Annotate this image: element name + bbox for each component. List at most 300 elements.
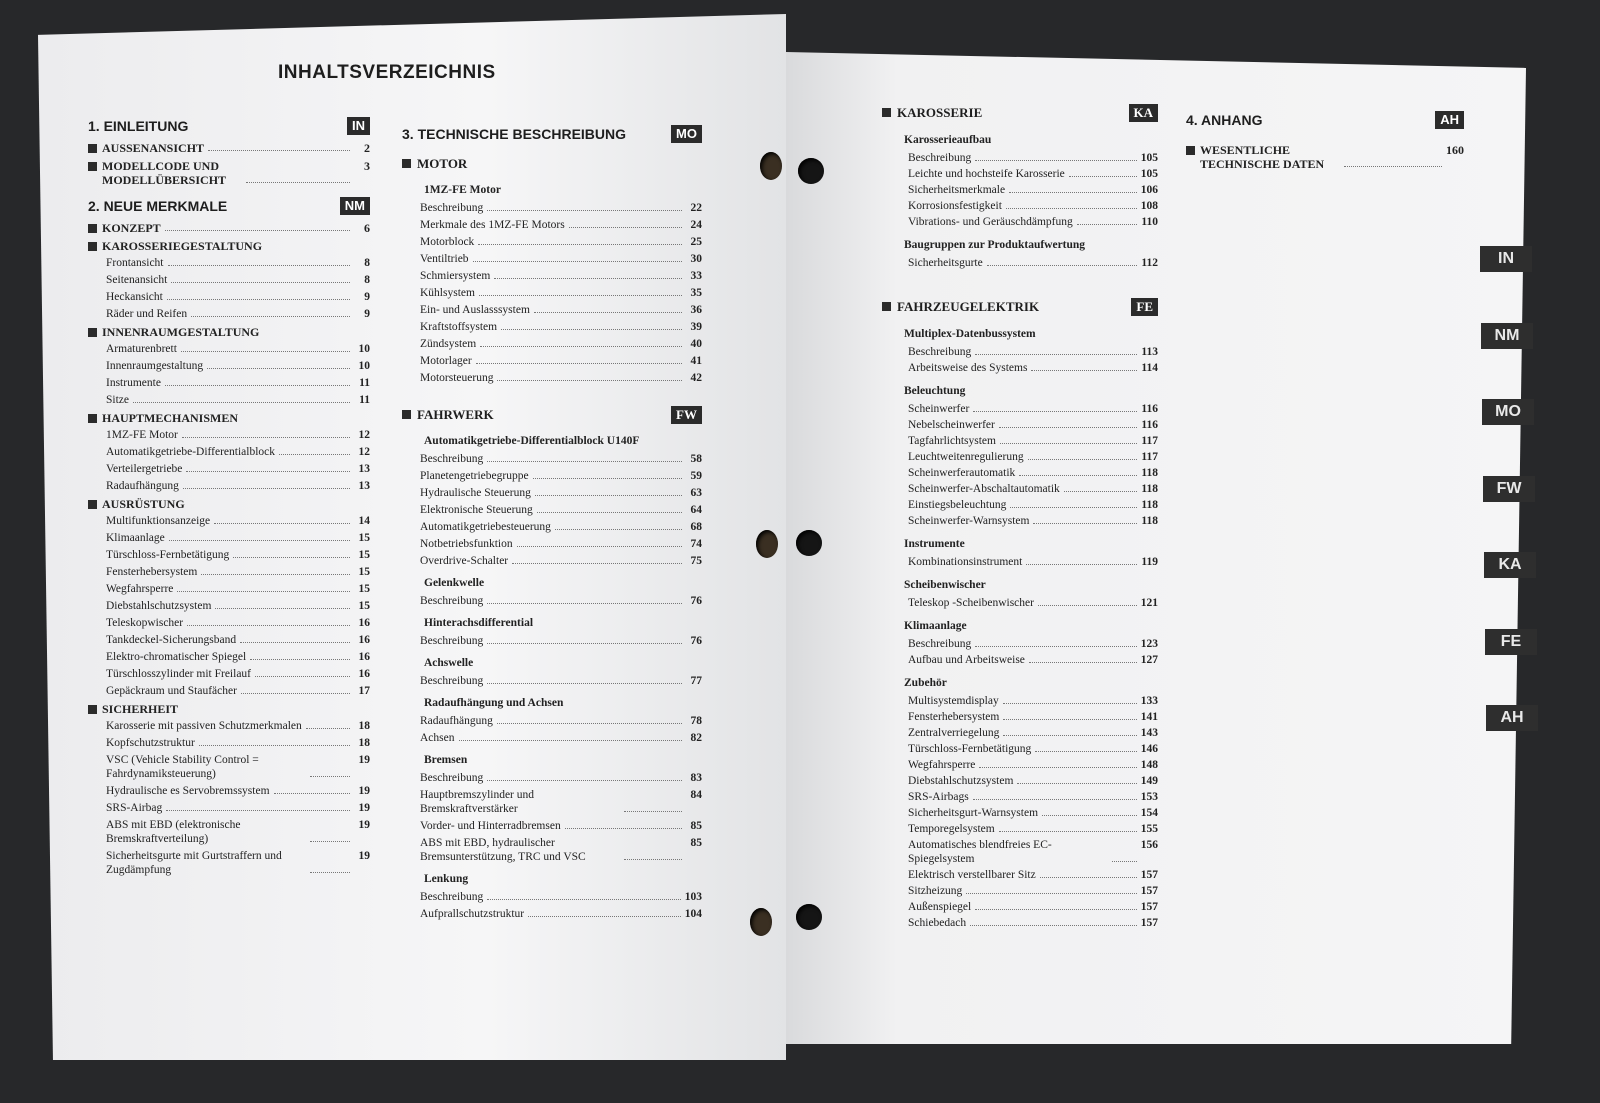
entry-label: Motorsteuerung bbox=[420, 372, 494, 384]
toc-entry[interactable] bbox=[106, 599, 370, 613]
leader-dots bbox=[214, 514, 350, 524]
toc-entry[interactable] bbox=[908, 884, 1158, 898]
page-number: 117 bbox=[1141, 451, 1158, 463]
page-number: 12 bbox=[358, 429, 370, 441]
leader-dots bbox=[1009, 183, 1137, 193]
toc-entry[interactable] bbox=[420, 320, 702, 334]
leader-dots bbox=[478, 235, 682, 245]
group-heading: Automatikgetriebe-Differentialblock U140F bbox=[424, 435, 640, 447]
spacer bbox=[882, 280, 1158, 288]
toc-entry[interactable] bbox=[420, 731, 702, 745]
square-bullet-icon bbox=[1186, 146, 1195, 155]
toc-entry[interactable] bbox=[908, 774, 1158, 788]
leader-dots bbox=[165, 376, 350, 386]
toc-entry[interactable] bbox=[908, 637, 1158, 651]
section-tag: FW bbox=[671, 406, 702, 424]
side-tab-fe[interactable]: FE bbox=[1485, 629, 1537, 655]
page-number: 117 bbox=[1141, 435, 1158, 447]
leader-dots bbox=[487, 890, 681, 900]
page-number: 35 bbox=[690, 287, 702, 299]
toc-entry[interactable] bbox=[420, 486, 702, 500]
toc-entry[interactable] bbox=[106, 393, 370, 407]
leader-dots bbox=[528, 907, 681, 917]
entry-label: Heckansicht bbox=[106, 291, 163, 303]
leader-dots bbox=[1019, 466, 1137, 476]
leader-dots bbox=[1003, 694, 1137, 704]
spacer bbox=[882, 272, 1158, 280]
page-number: 64 bbox=[690, 504, 702, 516]
side-tab-nm[interactable]: NM bbox=[1481, 323, 1533, 349]
page-number: 133 bbox=[1140, 695, 1158, 707]
toc-entry[interactable] bbox=[908, 868, 1158, 882]
leader-dots bbox=[497, 371, 682, 381]
leader-dots bbox=[1112, 838, 1137, 862]
page-number: 15 bbox=[358, 600, 370, 612]
entry-label: Sicherheitsgurte mit Gurtstraffern und Zugdämpfung bbox=[106, 850, 282, 876]
entry-label: Nebelscheinwerfer bbox=[908, 419, 995, 431]
toc-entry[interactable] bbox=[420, 890, 702, 904]
page-number: 15 bbox=[358, 549, 370, 561]
page-number: 59 bbox=[690, 470, 702, 482]
toc-entry[interactable] bbox=[106, 565, 370, 579]
leader-dots bbox=[167, 290, 350, 300]
toc-entry[interactable] bbox=[420, 771, 702, 785]
toc-entry[interactable] bbox=[908, 555, 1158, 569]
toc-entry[interactable] bbox=[106, 633, 370, 647]
page-number: 16 bbox=[358, 634, 370, 646]
toc-column-4 bbox=[1186, 109, 1464, 171]
leader-dots bbox=[535, 486, 682, 496]
square-bullet-icon bbox=[882, 302, 891, 311]
leader-dots bbox=[569, 218, 682, 228]
page-number: 18 bbox=[358, 737, 370, 749]
page-number: 156 bbox=[1140, 839, 1158, 851]
toc-entry[interactable] bbox=[106, 428, 370, 442]
leader-dots bbox=[1006, 199, 1137, 209]
group-heading: Gelenkwelle bbox=[424, 577, 485, 589]
toc-entry[interactable] bbox=[420, 452, 702, 466]
toc-entry[interactable] bbox=[908, 402, 1158, 416]
spacer bbox=[1186, 131, 1464, 139]
square-bullet-icon bbox=[402, 410, 411, 419]
toc-entry[interactable] bbox=[908, 345, 1158, 359]
leader-dots bbox=[246, 159, 350, 183]
page-number: 114 bbox=[1141, 362, 1158, 374]
entry-label: Instrumente bbox=[106, 377, 161, 389]
toc-entry[interactable] bbox=[908, 498, 1158, 512]
toc-entry[interactable] bbox=[908, 653, 1158, 667]
toc-entry[interactable] bbox=[106, 462, 370, 476]
toc-entry[interactable] bbox=[908, 183, 1158, 197]
side-tab-mo[interactable]: MO bbox=[1482, 399, 1534, 425]
page-number: 11 bbox=[359, 377, 370, 389]
side-tab-ah[interactable]: AH bbox=[1486, 705, 1538, 731]
spacer bbox=[88, 187, 370, 195]
entry-label: Beschreibung bbox=[420, 891, 484, 903]
leader-dots bbox=[537, 503, 682, 513]
page-number: 33 bbox=[690, 270, 702, 282]
entry-label: Kombinationsinstrument bbox=[908, 556, 1023, 568]
entry-label: Sicherheitsgurt-Warnsystem bbox=[908, 807, 1039, 819]
entry-label: Hauptbremszylinder und Bremskraftverstärker bbox=[420, 789, 535, 815]
page-number: 75 bbox=[690, 555, 702, 567]
toc-entry[interactable] bbox=[420, 269, 702, 283]
page-number: 118 bbox=[1141, 467, 1158, 479]
square-bullet-icon bbox=[88, 705, 97, 714]
side-tab-fw[interactable]: FW bbox=[1483, 476, 1535, 502]
toc-entry[interactable] bbox=[106, 753, 370, 781]
toc-entry[interactable] bbox=[908, 710, 1158, 724]
toc-column-1 bbox=[88, 115, 370, 880]
toc-entry[interactable] bbox=[420, 286, 702, 300]
toc-entry[interactable] bbox=[106, 684, 370, 698]
toc-entry[interactable] bbox=[106, 667, 370, 681]
toc-entry[interactable] bbox=[908, 482, 1158, 496]
entry-label: Radaufhängung bbox=[420, 715, 493, 727]
toc-entry[interactable] bbox=[106, 514, 370, 528]
group-heading: Bremsen bbox=[424, 754, 468, 766]
page-number: 40 bbox=[690, 338, 702, 350]
entry-label: Armaturenbrett bbox=[106, 343, 177, 355]
toc-entry[interactable] bbox=[420, 836, 702, 864]
chapter-heading bbox=[88, 195, 370, 217]
toc-entry[interactable] bbox=[908, 199, 1158, 213]
toc-entry[interactable] bbox=[420, 503, 702, 517]
square-bullet-icon bbox=[88, 328, 97, 337]
leader-dots bbox=[199, 736, 350, 746]
leader-dots bbox=[250, 650, 350, 660]
group-heading: Beleuchtung bbox=[904, 385, 966, 397]
group-heading: Hinterachsdifferential bbox=[424, 617, 534, 629]
chapter-tag: AH bbox=[1435, 111, 1464, 129]
entry-label: Beschreibung bbox=[908, 346, 972, 358]
entry-label: Hydraulische es Servobremssystem bbox=[106, 785, 270, 797]
entry-label: Motorlager bbox=[420, 355, 472, 367]
page-number: 16 bbox=[358, 668, 370, 680]
leader-dots bbox=[476, 354, 682, 364]
toc-entry[interactable] bbox=[908, 418, 1158, 432]
entry-label: Zündsystem bbox=[420, 338, 477, 350]
spacer bbox=[402, 388, 702, 396]
section-row[interactable] bbox=[88, 411, 370, 425]
page-number: 13 bbox=[358, 463, 370, 475]
spacer bbox=[882, 288, 1158, 296]
leader-dots bbox=[999, 822, 1137, 832]
toc-entry[interactable] bbox=[908, 151, 1158, 165]
entry-label: Ventiltrieb bbox=[420, 253, 469, 265]
entry-label: Planetengetriebegruppe bbox=[420, 470, 529, 482]
toc-entry[interactable] bbox=[420, 303, 702, 317]
section-label: MOTOR bbox=[417, 156, 468, 171]
leader-dots bbox=[487, 201, 682, 211]
page-number: 118 bbox=[1141, 483, 1158, 495]
entry-label: Beschreibung bbox=[420, 635, 484, 647]
toc-entry[interactable] bbox=[908, 514, 1158, 528]
section-row[interactable] bbox=[88, 239, 370, 253]
toc-entry[interactable] bbox=[106, 359, 370, 373]
section-row[interactable] bbox=[88, 159, 370, 187]
leader-dots bbox=[1003, 726, 1136, 736]
leader-dots bbox=[310, 753, 350, 777]
toc-entry[interactable] bbox=[908, 742, 1158, 756]
leader-dots bbox=[970, 916, 1137, 926]
chapter-tag: IN bbox=[347, 117, 370, 135]
toc-entry[interactable] bbox=[106, 256, 370, 270]
toc-entry[interactable] bbox=[420, 634, 702, 648]
page-number: 118 bbox=[1141, 515, 1158, 527]
toc-entry[interactable] bbox=[908, 790, 1158, 804]
entry-label: Beschreibung bbox=[420, 202, 484, 214]
entry-label: Tagfahrlichtsystem bbox=[908, 435, 996, 447]
page-number: 39 bbox=[690, 321, 702, 333]
group-heading: Scheibenwischer bbox=[904, 579, 986, 591]
page-number: 18 bbox=[358, 720, 370, 732]
toc-entry[interactable] bbox=[106, 582, 370, 596]
page-number: 118 bbox=[1141, 499, 1158, 511]
section-row[interactable] bbox=[88, 325, 370, 339]
toc-entry[interactable] bbox=[106, 445, 370, 459]
toc-entry[interactable] bbox=[908, 256, 1158, 270]
leader-dots bbox=[1064, 482, 1138, 492]
toc-entry[interactable] bbox=[908, 466, 1158, 480]
entry-label: Hydraulische Steuerung bbox=[420, 487, 531, 499]
toc-entry[interactable] bbox=[908, 758, 1158, 772]
toc-entry[interactable] bbox=[908, 167, 1158, 181]
page-number: 2 bbox=[364, 141, 370, 155]
page-number: 160 bbox=[1446, 143, 1464, 157]
entry-label: Elektronische Steuerung bbox=[420, 504, 533, 516]
entry-label: SRS-Airbags bbox=[908, 791, 969, 803]
toc-entry[interactable] bbox=[420, 714, 702, 728]
leader-dots bbox=[1029, 653, 1137, 663]
section-label: KONZEPT bbox=[102, 221, 161, 235]
entry-label: Elektrisch verstellbarer Sitz bbox=[908, 869, 1036, 881]
toc-entry[interactable] bbox=[908, 361, 1158, 375]
entry-label: Beschreibung bbox=[420, 675, 484, 687]
entry-label: Sitze bbox=[106, 394, 129, 406]
section-row[interactable] bbox=[88, 702, 370, 716]
entry-label: VSC (Vehicle Stability Control = Fahrdynamiksteuerung) bbox=[106, 754, 259, 780]
toc-entry[interactable] bbox=[106, 273, 370, 287]
leader-dots bbox=[555, 520, 682, 530]
toc-entry[interactable] bbox=[908, 838, 1158, 866]
page-number: 16 bbox=[358, 651, 370, 663]
toc-entry[interactable] bbox=[106, 736, 370, 750]
toc-entry[interactable] bbox=[106, 342, 370, 356]
page-number: 15 bbox=[358, 532, 370, 544]
toc-entry[interactable] bbox=[106, 290, 370, 304]
toc-entry[interactable] bbox=[908, 900, 1158, 914]
entry-label: Einstiegsbeleuchtung bbox=[908, 499, 1007, 511]
toc-entry[interactable] bbox=[908, 916, 1158, 930]
punch-hole bbox=[756, 530, 778, 558]
page-number: 105 bbox=[1140, 152, 1158, 164]
page-number: 13 bbox=[358, 480, 370, 492]
section-label: FAHRWERK bbox=[417, 407, 494, 422]
section-row[interactable] bbox=[88, 141, 370, 155]
side-tab-ka[interactable]: KA bbox=[1484, 552, 1536, 578]
square-bullet-icon bbox=[88, 224, 97, 233]
entry-label: Innenraumgestaltung bbox=[106, 360, 204, 372]
side-tab-in[interactable]: IN bbox=[1480, 246, 1532, 272]
leader-dots bbox=[512, 554, 682, 564]
entry-label: Frontansicht bbox=[106, 257, 164, 269]
toc-entry[interactable] bbox=[106, 376, 370, 390]
toc-entry[interactable] bbox=[106, 719, 370, 733]
leader-dots bbox=[166, 801, 350, 811]
entry-label: Scheinwerfer-Abschaltautomatik bbox=[908, 483, 1060, 495]
square-bullet-icon bbox=[88, 414, 97, 423]
page-number: 24 bbox=[690, 219, 702, 231]
entry-label: Elektro-chromatischer Spiegel bbox=[106, 651, 247, 663]
leader-dots bbox=[565, 819, 682, 829]
toc-entry[interactable] bbox=[908, 596, 1158, 610]
entry-label: Multisystemdisplay bbox=[908, 695, 999, 707]
leader-dots bbox=[1033, 514, 1137, 524]
toc-entry[interactable] bbox=[420, 337, 702, 351]
entry-label: Automatikgetriebe-Differentialblock bbox=[106, 446, 276, 458]
toc-entry[interactable] bbox=[420, 907, 702, 921]
leader-dots bbox=[975, 637, 1137, 647]
toc-entry[interactable] bbox=[106, 650, 370, 664]
toc-entry[interactable] bbox=[106, 531, 370, 545]
toc-entry[interactable] bbox=[420, 201, 702, 215]
toc-entry[interactable] bbox=[420, 554, 702, 568]
leader-dots bbox=[533, 469, 682, 479]
section-heading bbox=[882, 102, 1158, 124]
punch-hole bbox=[798, 158, 824, 184]
leader-dots bbox=[975, 900, 1137, 910]
toc-entry[interactable] bbox=[420, 354, 702, 368]
section-heading bbox=[402, 153, 702, 175]
toc-entry[interactable] bbox=[908, 806, 1158, 820]
toc-entry[interactable] bbox=[420, 537, 702, 551]
entry-label: 1MZ-FE Motor bbox=[106, 429, 178, 441]
leader-dots bbox=[487, 634, 682, 644]
leader-dots bbox=[517, 537, 682, 547]
leader-dots bbox=[501, 320, 682, 330]
leader-dots bbox=[975, 345, 1137, 355]
entry-label: Türschlosszylinder mit Freilauf bbox=[106, 668, 251, 680]
toc-entry[interactable] bbox=[106, 784, 370, 798]
leader-dots bbox=[201, 565, 350, 575]
group-heading: Multiplex-Datenbussystem bbox=[904, 328, 1036, 340]
page-number: 148 bbox=[1140, 759, 1158, 771]
leader-dots bbox=[1003, 710, 1136, 720]
toc-entry[interactable] bbox=[106, 548, 370, 562]
toc-entry[interactable] bbox=[420, 235, 702, 249]
square-bullet-icon bbox=[882, 108, 891, 117]
leader-dots bbox=[279, 445, 350, 455]
entry-label: Kraftstoffsystem bbox=[420, 321, 498, 333]
page-number: 19 bbox=[358, 850, 370, 862]
leader-dots bbox=[1026, 555, 1137, 565]
leader-dots bbox=[1344, 143, 1442, 167]
entry-label: Temporegelsystem bbox=[908, 823, 995, 835]
section-row[interactable] bbox=[1186, 143, 1464, 171]
page-number: 112 bbox=[1141, 257, 1158, 269]
toc-entry[interactable] bbox=[420, 520, 702, 534]
entry-label: Fensterhebersystem bbox=[908, 711, 1000, 723]
leader-dots bbox=[306, 719, 350, 729]
entry-label: Automatikgetriebesteuerung bbox=[420, 521, 551, 533]
leader-dots bbox=[207, 359, 350, 369]
section-label: MODELLCODE UND MODELLÜBERSICHT bbox=[102, 159, 227, 187]
page-number: 8 bbox=[364, 257, 370, 269]
toc-entry[interactable] bbox=[420, 252, 702, 266]
toc-column-3 bbox=[882, 102, 1158, 932]
page-number: 58 bbox=[690, 453, 702, 465]
square-bullet-icon bbox=[402, 159, 411, 168]
toc-entry[interactable] bbox=[908, 694, 1158, 708]
toc-entry[interactable] bbox=[908, 215, 1158, 229]
toc-entry[interactable] bbox=[106, 616, 370, 630]
toc-entry[interactable] bbox=[908, 822, 1158, 836]
page-number: 116 bbox=[1141, 403, 1158, 415]
page-number: 119 bbox=[1141, 556, 1158, 568]
leader-dots bbox=[255, 667, 350, 677]
leader-dots bbox=[1031, 361, 1137, 371]
entry-label: Diebstahlschutzsystem bbox=[106, 600, 212, 612]
toc-entry[interactable] bbox=[106, 479, 370, 493]
entry-label: Scheinwerfer-Warnsystem bbox=[908, 515, 1030, 527]
toc-entry[interactable] bbox=[420, 819, 702, 833]
section-label: AUSRÜSTUNG bbox=[102, 497, 185, 511]
section-label: INNENRAUMGESTALTUNG bbox=[102, 325, 260, 339]
leader-dots bbox=[973, 402, 1137, 412]
toc-entry[interactable] bbox=[420, 469, 702, 483]
toc-entry[interactable] bbox=[908, 726, 1158, 740]
toc-entry[interactable] bbox=[106, 307, 370, 321]
chapter-heading bbox=[88, 115, 370, 137]
entry-label: Beschreibung bbox=[420, 772, 484, 784]
entry-label: Wegfahrsperre bbox=[908, 759, 976, 771]
page-number: 157 bbox=[1140, 869, 1158, 881]
toc-entry[interactable] bbox=[908, 450, 1158, 464]
leader-dots bbox=[1010, 498, 1137, 508]
leader-dots bbox=[1028, 450, 1138, 460]
toc-entry[interactable] bbox=[106, 801, 370, 815]
punch-hole bbox=[796, 530, 822, 556]
entry-label: Sitzheizung bbox=[908, 885, 963, 897]
leader-dots bbox=[182, 428, 350, 438]
toc-entry[interactable] bbox=[420, 594, 702, 608]
toc-entry[interactable] bbox=[420, 371, 702, 385]
section-label: SICHERHEIT bbox=[102, 702, 179, 716]
page-number: 10 bbox=[358, 360, 370, 372]
entry-label: Beschreibung bbox=[420, 453, 484, 465]
toc-entry[interactable] bbox=[106, 849, 370, 877]
section-label: HAUPTMECHANISMEN bbox=[102, 411, 239, 425]
leader-dots bbox=[487, 452, 682, 462]
entry-label: Schiebedach bbox=[908, 917, 967, 929]
entry-label: Merkmale des 1MZ-FE Motors bbox=[420, 219, 565, 231]
entry-label: Zentralverriegelung bbox=[908, 727, 1000, 739]
page-number: 83 bbox=[690, 772, 702, 784]
section-row[interactable] bbox=[88, 221, 370, 235]
toc-entry[interactable] bbox=[420, 218, 702, 232]
toc-entry[interactable] bbox=[420, 674, 702, 688]
entry-label: Aufprallschutzstruktur bbox=[420, 908, 525, 920]
toc-entry[interactable] bbox=[106, 818, 370, 846]
page-number: 78 bbox=[690, 715, 702, 727]
toc-entry[interactable] bbox=[908, 434, 1158, 448]
entry-label: Motorblock bbox=[420, 236, 475, 248]
page-number: 25 bbox=[690, 236, 702, 248]
chapter-label: 2. NEUE MERKMALE bbox=[88, 198, 228, 214]
toc-entry[interactable] bbox=[420, 788, 702, 816]
section-row[interactable] bbox=[88, 497, 370, 511]
